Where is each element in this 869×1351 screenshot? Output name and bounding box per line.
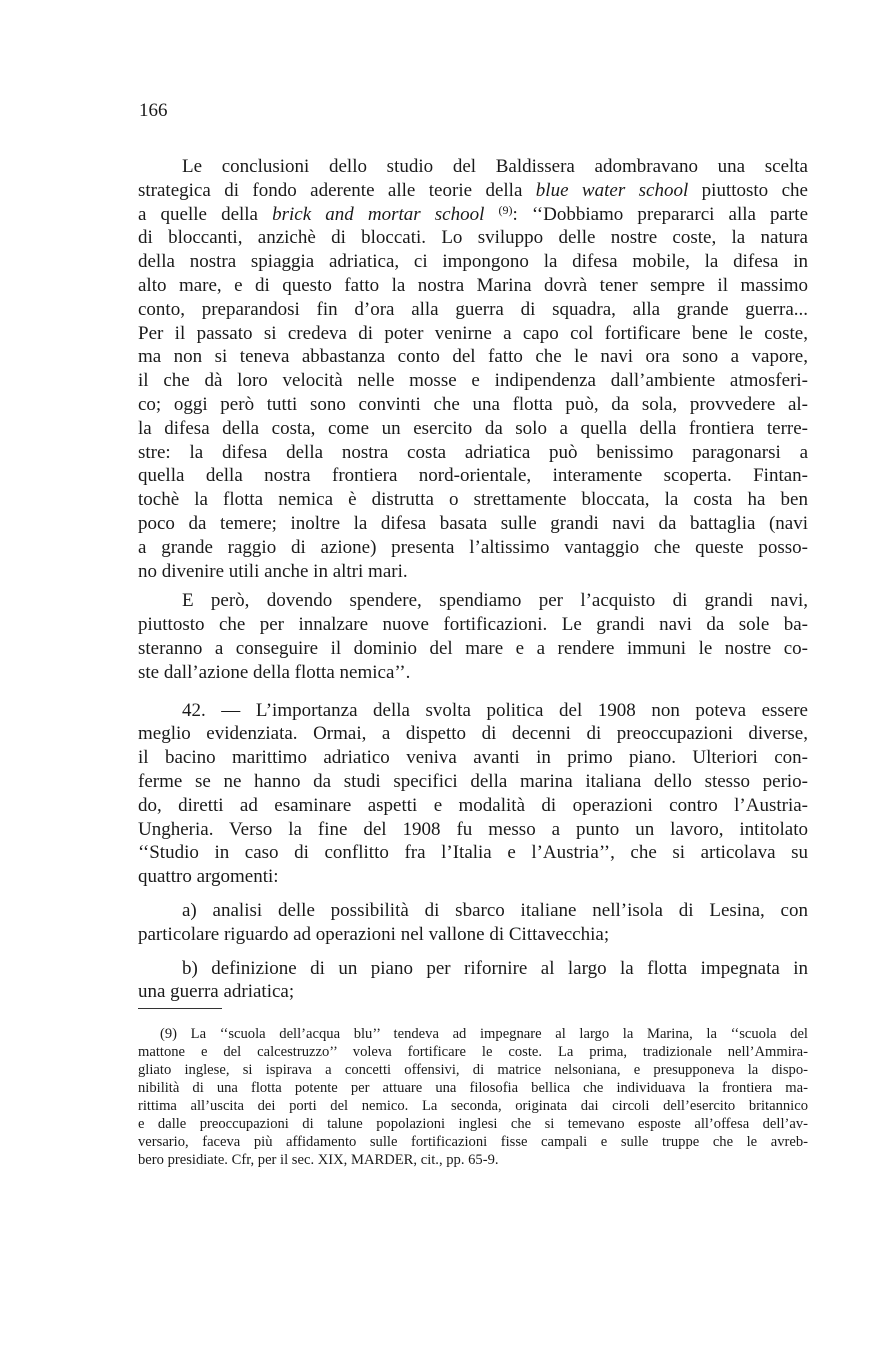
footnote-9	[138, 1025, 808, 1169]
text-line: versario, faceva più affidamento sulle fortificazioni fisse campali e sulle truppe che le avreb-	[138, 1134, 808, 1150]
text-line: steranno a conseguire il dominio del mare e a rendere immuni le nostre co-	[138, 637, 808, 659]
text-line: gliato inglese, si ispirava a concetti offensivi, di matrice nelsoniana, e presupponeva la dispo-	[138, 1062, 808, 1078]
text-line: do, diretti ad esaminare aspetti e modalità di operazioni contro l’Austria-	[138, 794, 808, 816]
paragraph-baldissera-quote	[138, 155, 808, 583]
text-line: (9) La ‘‘scuola dell’acqua blu’’ tendeva ad impegnare al largo la Marina, la ‘‘scuola del	[160, 1026, 808, 1042]
list-item-b	[138, 957, 808, 1005]
list-item-a	[138, 899, 808, 947]
text-line: della nostra spiaggia adriatica, ci impongono la difesa mobile, la difesa in	[138, 251, 808, 273]
text-line: ma non si teneva abbastanza conto del fatto che le navi ora sono a vapore,	[138, 346, 808, 368]
paragraph-great-ships	[138, 589, 808, 684]
text-line: ‘‘Studio in caso di conflitto fra l’Italia e l’Austria’’, che si articolava su	[138, 842, 808, 864]
text-line: rittima all’uscita dei porti del nemico. La seconda, originata dai circoli dell’esercito britannico	[138, 1098, 808, 1114]
text-line: piuttosto che per innalzare nuove fortificazioni. Le grandi navi da sole ba-	[138, 614, 808, 636]
text-line: il che dà loro velocità nelle mosse e indipendenza dall’ambiente atmosferi-	[138, 370, 808, 392]
text-line: stre: la difesa della nostra costa adriatica può benissimo paragonarsi a	[138, 441, 808, 463]
page-number: 166	[139, 100, 168, 121]
text-line: la difesa della costa, come un esercito da solo a quella della frontiera terre-	[138, 417, 808, 439]
text-line: Per il passato si credeva di poter venirne a capo col fortificare bene le coste,	[138, 322, 808, 344]
text-line: di bloccanti, anzichè di bloccati. Lo sviluppo delle nostre coste, la natura	[138, 227, 808, 249]
text-line: particolare riguardo ad operazioni nel vallone di Cittavecchia;	[138, 923, 610, 945]
text-line: una guerra adriatica;	[138, 981, 295, 1003]
text-line: bero presidiate. Cfr, per il sec. XIX, MARDER, cit., pp. 65-9.	[138, 1152, 499, 1168]
text-line: nibilità di una flotta potente per attuare una filosofia bellica che individuava la frontiera ma-	[138, 1080, 808, 1096]
text-line: e dalle preoccupazioni di talune popolazioni inglesi che si temevano esposte all’offesa dell’av-	[138, 1116, 808, 1132]
text-line: Ungheria. Verso la fine del 1908 fu messo a punto un lavoro, intitolato	[138, 818, 808, 840]
text-line: tochè la flotta nemica è distrutta o strettamente bloccata, la costa ha ben	[138, 489, 808, 511]
text-line: Le conclusioni dello studio del Baldissera adombravano una scelta	[182, 156, 808, 177]
text-line: quella della nostra frontiera nord-orientale, interamente scoperta. Fintan-	[138, 465, 808, 487]
text-line: ferme se ne hanno da studi specifici della marina italiana dello stesso perio-	[138, 770, 808, 792]
paragraph-section-42	[138, 699, 808, 889]
body-text	[138, 155, 808, 1004]
text-line: alto mare, e di questo fatto la nostra Marina dovrà tener sempre il massimo	[138, 274, 808, 296]
text-line: ste dall’azione della flotta nemica’’.	[138, 661, 411, 683]
text-line: poco da temere; inoltre la difesa basata sulle grandi navi da battaglia (navi	[138, 512, 808, 534]
text-line: b) definizione di un piano per rifornire al largo la flotta impegnata in	[182, 957, 808, 979]
text-line: il bacino marittimo adriatico veniva avanti in primo piano. Ulteriori con-	[138, 747, 808, 769]
text-line: a quelle della brick and mortar school $^{(9)}$: ‘‘Dobbiamo prepararci alla parte	[138, 202, 809, 225]
text-line: strategica di fondo aderente alle teorie della blue water school piuttosto che	[138, 179, 808, 201]
text-line: quattro argomenti:	[138, 866, 279, 888]
footnote-divider	[138, 1008, 222, 1009]
text-line: 42. — L’importanza della svolta politica del 1908 non poteva essere	[182, 699, 808, 721]
text-line: a) analisi delle possibilità di sbarco italiane nell’isola di Lesina, con	[182, 899, 808, 921]
text-line: meglio evidenziata. Ormai, a dispetto di decenni di preoccupazioni diverse,	[138, 723, 808, 745]
text-line: mattone e del calcestruzzo’’ voleva fortificare le coste. La prima, tradizionale nell’Ammira-	[138, 1044, 808, 1060]
text-line: no divenire utili anche in altri mari.	[138, 560, 408, 582]
text-line: E però, dovendo spendere, spendiamo per l’acquisto di grandi navi,	[182, 590, 808, 612]
text-line: co; oggi però tutti sono convinti che una flotta può, da sola, provvedere al-	[138, 393, 808, 415]
text-line: conto, preparandosi fin d’ora alla guerra di squadra, alla grande guerra...	[138, 298, 808, 320]
text-line: a grande raggio di azione) presenta l’altissimo vantaggio che queste posso-	[138, 536, 808, 558]
